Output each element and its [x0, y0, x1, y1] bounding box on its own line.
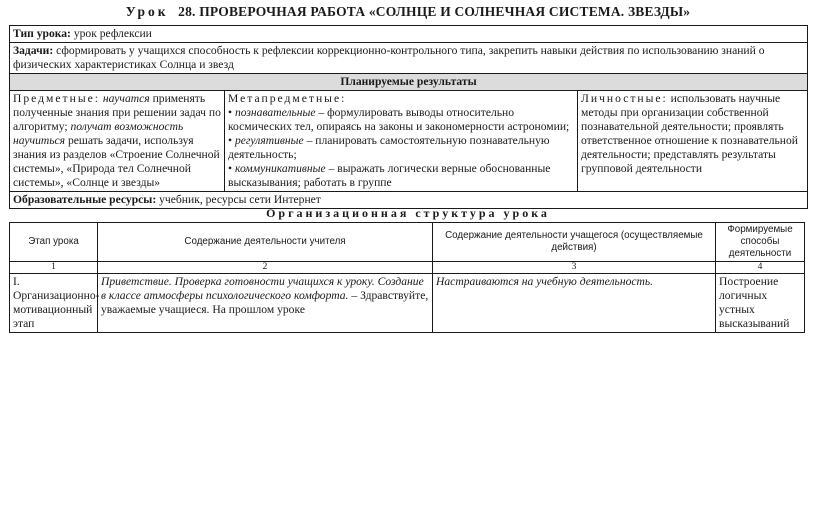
col-number-2: 2: [98, 262, 433, 274]
meta-results-cell: [225, 91, 578, 192]
personal-label: Личностные:: [581, 92, 668, 105]
tasks-value: сформировать у учащихся способность к рефлексии коррекционно-контрольного типа, закрепить навыки действия по использованию знаний о физических характеристиках Солнца и звезд: [13, 44, 765, 71]
lesson-type-cell: [10, 26, 808, 43]
tasks-row: [10, 43, 808, 74]
org-header-row: [10, 223, 805, 262]
stage-cell: I. Организационно-мотивационный этап: [10, 274, 98, 333]
lesson-title-text: 28. ПРОВЕРОЧНАЯ РАБОТА «СОЛНЦЕ И СОЛНЕЧНАЯ СИСТЕМА. ЗВЕЗДЫ»: [178, 4, 691, 19]
subject-label: Предметные:: [13, 92, 100, 105]
meta-regulatory-text: – планировать самостоятельную познавательную деятельность;: [228, 134, 550, 161]
org-structure-heading: Организационная структура урока: [266, 206, 550, 220]
lesson-type-row: [10, 26, 808, 43]
meta-communicative: • коммуникативные – выражать логически верные обоснованные высказывания; работать в группе: [228, 162, 551, 189]
lesson-type-value: урок рефлексии: [73, 27, 152, 40]
tasks-cell: [10, 43, 808, 74]
col-header-teacher: Содержание деятельности учителя: [98, 223, 433, 262]
personal-results-cell: [578, 91, 808, 192]
subject-t3: получат возможность научиться: [13, 120, 184, 147]
methods-cell: Построение логичных устных высказываний: [716, 274, 805, 333]
meta-cognitive-label: познавательные: [234, 106, 316, 119]
lesson-title-prefix: Урок: [125, 4, 169, 19]
col-header-stage: Этап урока: [10, 223, 98, 262]
col-header-student: Содержание деятельности учащегося (осуществляемые действия): [433, 223, 716, 262]
resources-value: учебник, ресурсы сети Интернет: [159, 193, 321, 206]
teacher-text: – Здравствуйте, уважаемые учащиеся. На прошлом уроке: [101, 289, 429, 316]
table-row: [10, 274, 805, 333]
lesson-info-table: [9, 25, 808, 209]
tasks-label: Задачи:: [13, 44, 54, 57]
col-number-4: 4: [716, 262, 805, 274]
resources-label: Образовательные ресурсы:: [13, 193, 157, 206]
subject-t1: научатся: [102, 92, 150, 105]
meta-communicative-label: коммуникативные: [234, 162, 326, 175]
student-cell: Настраиваются на учебную деятельность.: [433, 274, 716, 333]
col-number-3: 3: [433, 262, 716, 274]
col-header-methods: Формируемые способы деятельности: [716, 223, 805, 262]
meta-regulatory: • регулятивные – планировать самостоятельную познавательную деятельность;: [228, 134, 550, 161]
teacher-italic-text: Приветствие. Проверка готовности учащихся к уроку. Создание в классе атмосферы психологического комфорта.: [101, 275, 424, 302]
meta-label: Метапредметные:: [228, 92, 347, 105]
lesson-type-label: Тип урока:: [13, 27, 71, 40]
org-number-row: [10, 262, 805, 274]
lesson-title: [0, 4, 816, 20]
personal-text: использовать научные методы при организации собственной познавательной деятельности; проявлять ответственное отношение к познавательной деятельности; представлять результаты групповой деятельности: [581, 92, 798, 175]
planned-results-heading: Планируемые результаты: [10, 74, 808, 91]
meta-cognitive-text: – формулировать выводы относительно космических тел, опираясь на законы и закономерности астрономии;: [228, 106, 570, 133]
col-number-1: 1: [10, 262, 98, 274]
subject-t4: решать задачи, используя знания из разделов «Строение Солнечной системы», «Природа тел Солнечной системы», «Солнце и звезды»: [13, 134, 220, 189]
planned-results-row: [10, 91, 808, 192]
meta-cognitive: • познавательные – формулировать выводы относительно космических тел, опираясь на законы и закономерности астрономии;: [228, 106, 570, 133]
subject-results-cell: [10, 91, 225, 192]
meta-regulatory-label: регулятивные: [234, 134, 304, 147]
planned-results-heading-row: [10, 74, 808, 91]
subject-t2: применять полученные знания при решении задач по алгоритму;: [13, 92, 221, 133]
meta-communicative-text: – выражать логически верные обоснованные высказывания; работать в группе: [228, 162, 551, 189]
org-structure-table: [9, 222, 805, 333]
teacher-cell: [98, 274, 433, 333]
